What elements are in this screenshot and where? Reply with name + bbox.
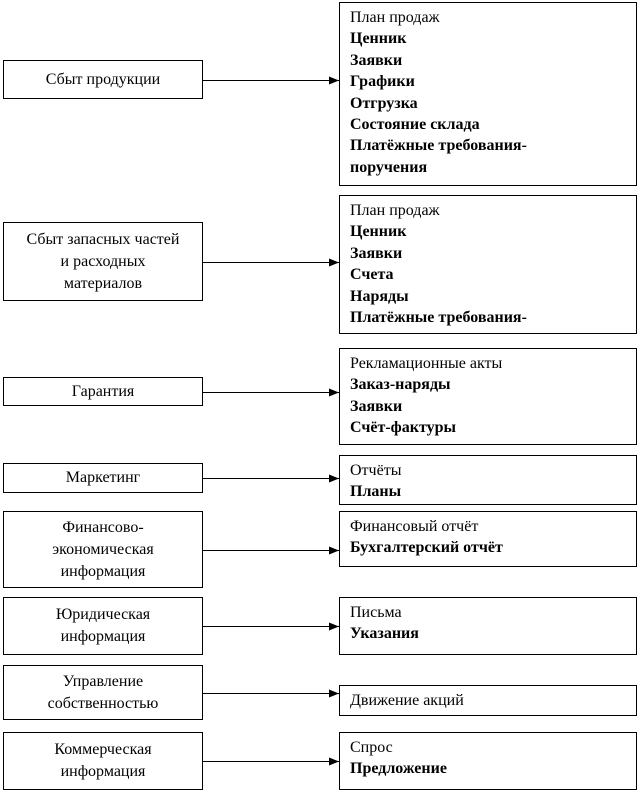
target-item: План продаж (350, 202, 440, 219)
target-item: Рекламационные акты (350, 355, 503, 372)
target-item: План продаж (350, 9, 440, 26)
target-box (339, 2, 637, 186)
source-box (3, 665, 203, 720)
source-label-line: Гарантия (71, 382, 135, 400)
target-item: Финансовый отчёт (350, 518, 479, 535)
target-item: Счёт-фактуры (350, 419, 456, 437)
target-item: Указания (350, 625, 419, 643)
source-box (3, 463, 203, 493)
source-label-line: собственностью (47, 694, 159, 712)
source-label-line: информация (60, 628, 146, 645)
target-box (339, 348, 637, 445)
source-box (3, 732, 203, 790)
target-item: Отчёты (350, 462, 402, 479)
target-item: Спрос (350, 739, 393, 756)
source-box (3, 60, 203, 99)
source-label-line: Управление (62, 672, 144, 690)
source-label-line: Сбыт продукции (45, 70, 161, 88)
target-item: Ценник (350, 30, 407, 48)
target-item: Отгрузка (350, 94, 418, 112)
target-item: Движение акций (350, 691, 464, 709)
source-label-line: информация (60, 763, 146, 780)
target-box (339, 195, 637, 334)
source-label-line: Коммерческая (54, 741, 152, 758)
source-box (3, 222, 203, 301)
target-box (339, 455, 637, 505)
target-item: Платёжные требования- (350, 137, 527, 155)
target-item: Наряды (350, 287, 409, 305)
source-label-line: Сбыт запасных частей (26, 230, 180, 248)
source-label-line: Маркетинг (65, 469, 141, 486)
source-label-line: материалов (63, 274, 143, 292)
source-label-line: информация (60, 562, 146, 580)
target-item: Бухгалтерский отчёт (350, 539, 503, 557)
target-item: Предложение (350, 760, 447, 778)
target-item: поручения (350, 158, 428, 176)
source-box (3, 377, 203, 406)
source-label-line: Юридическая (55, 606, 151, 623)
target-item: Заказ-наряды (350, 376, 451, 394)
target-item: Ценник (350, 223, 407, 241)
source-label-line: Финансово- (62, 518, 144, 536)
target-item: Заявки (350, 397, 403, 415)
target-box (339, 732, 637, 790)
target-item: Заявки (350, 51, 403, 69)
target-item: Заявки (350, 244, 403, 262)
source-box (3, 597, 203, 655)
target-item: Графики (350, 73, 415, 91)
source-box (3, 511, 203, 588)
target-item: Состояние склада (350, 116, 480, 134)
target-item: Планы (350, 483, 402, 501)
target-box (339, 685, 637, 716)
target-box (339, 597, 637, 655)
target-box (339, 511, 637, 567)
target-item: Письма (350, 604, 402, 621)
target-item: Платёжные требования- (350, 309, 527, 327)
source-label-line: экономическая (52, 540, 154, 558)
source-label-line: и расходных (60, 252, 146, 270)
target-item: Счета (350, 266, 394, 284)
